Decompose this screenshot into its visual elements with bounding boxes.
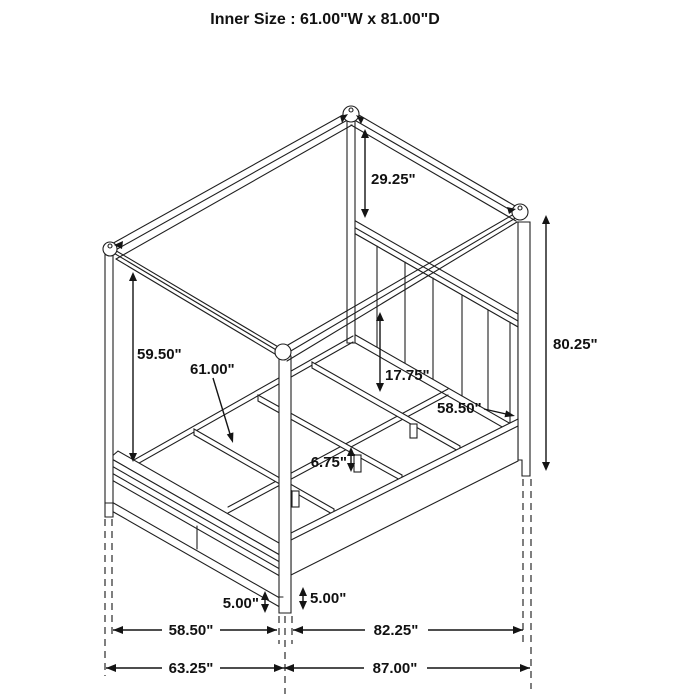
corner-connector: [275, 344, 291, 360]
slat-support-leg: [292, 491, 299, 507]
dim-canopy-left-height: [129, 272, 182, 462]
dim-label: 58.50": [168, 622, 214, 639]
dim-label: 58.50": [437, 400, 482, 417]
dim-label: 29.25": [371, 171, 416, 188]
right-post: [518, 222, 530, 476]
dim-label: 87.00": [372, 660, 418, 677]
dim-label: 80.25": [553, 336, 598, 353]
dim-label: 82.25": [373, 622, 419, 639]
slat-support-leg: [354, 455, 361, 472]
dim-canopy-drop: [361, 129, 416, 218]
slat-support-leg: [410, 424, 417, 438]
dim-label: 5.00": [310, 590, 347, 607]
dim-outer-width: [106, 660, 284, 677]
inner-size-title: Inner Size : 61.00"W x 81.00"D: [210, 11, 440, 28]
dim-label: 59.50": [137, 346, 182, 363]
front-post: [279, 356, 291, 613]
dim-inner-depth: [293, 622, 523, 639]
dim-label: 5.00": [222, 595, 259, 612]
dim-overall-post-height: [542, 215, 598, 471]
dim-label: 61.00": [190, 361, 235, 378]
dim-label: 6.75": [310, 454, 347, 471]
dim-inner-width: [113, 622, 277, 639]
dim-label: 63.25": [168, 660, 214, 677]
dim-right-foot-height: [299, 587, 346, 610]
side-rail: [291, 419, 518, 575]
left-post: [105, 252, 113, 517]
dim-label: 17.75": [385, 367, 430, 384]
slat: [194, 429, 334, 515]
dim-outer-depth: [284, 660, 530, 677]
